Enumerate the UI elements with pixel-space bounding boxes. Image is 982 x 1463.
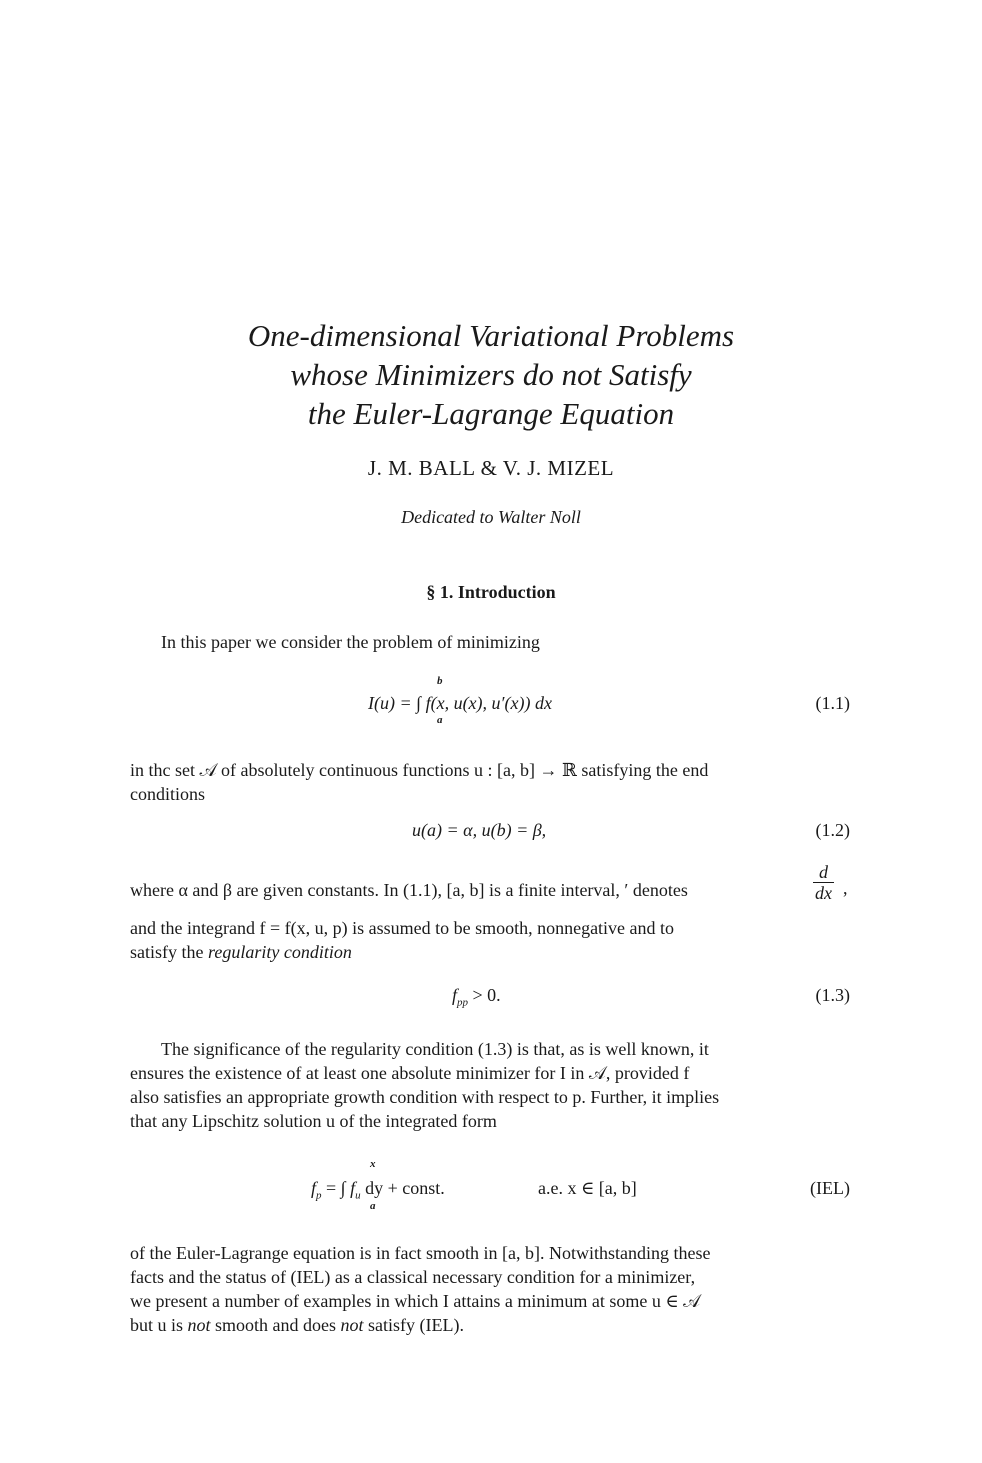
- para-last-line-3: we present a number of examples in which I attains a minimum at some u ∈ 𝒜: [130, 1291, 701, 1311]
- eq-1-2-number: (1.2): [815, 820, 850, 840]
- title-line-3: the Euler-Lagrange Equation: [307, 396, 675, 431]
- para-last-line-4-c: smooth and does: [210, 1315, 341, 1335]
- eq-iel-lhs-sub: p: [316, 1189, 322, 1202]
- eq-iel-body: [311, 1178, 445, 1202]
- para-where-line-1: [130, 878, 850, 902]
- paper-title: [0, 316, 982, 433]
- fraction-numerator: d: [813, 862, 834, 883]
- eq-1-1-integral: ∫: [416, 693, 422, 713]
- eq-1-2-body: u(a) = α, u(b) = β,: [412, 820, 547, 840]
- eq-iel-lhs: f: [311, 1178, 317, 1198]
- para-last-line-4-a: but u is: [130, 1315, 188, 1335]
- eq-iel-integrand-sub: u: [355, 1189, 361, 1202]
- para-significance-line-2: ensures the existence of at least one absolute minimizer for I in 𝒜, provided f: [130, 1063, 690, 1083]
- eq-iel-rest: dy + const.: [360, 1178, 445, 1198]
- section-heading: § 1. Introduction: [426, 582, 556, 602]
- eq-1-3-number: (1.3): [815, 985, 850, 1005]
- title-line-1: One-dimensional Variational Problems: [247, 318, 735, 353]
- emphasis-not-1: not: [187, 1315, 211, 1335]
- eq-1-3-body: [452, 985, 501, 1009]
- eq-1-1-lower-limit: a: [437, 714, 443, 726]
- para-significance-line-3: also satisfies an appropriate growth condition with respect to p. Further, it implies: [130, 1087, 720, 1107]
- para-set-line-2: conditions: [130, 784, 205, 804]
- eq-iel-integral: ∫: [340, 1178, 346, 1198]
- para-significance-line-1: The significance of the regularity condition (1.3) is that, as is well known, it: [161, 1039, 709, 1059]
- eq-1-1-body: [368, 693, 552, 714]
- eq-iel-ae: a.e. x ∈ [a, b]: [538, 1178, 637, 1198]
- eq-iel-upper-limit: x: [370, 1158, 376, 1170]
- para-last-line-4: [130, 1313, 850, 1337]
- title-line-2: whose Minimizers do not Satisfy: [290, 357, 692, 392]
- eq-1-1-lhs: I(u) =: [368, 693, 417, 713]
- eq-iel-integrand: f: [350, 1178, 356, 1198]
- derivative-fraction: [813, 862, 834, 903]
- eq-1-1-number: (1.1): [815, 693, 850, 713]
- eq-1-3-f: f: [452, 985, 458, 1005]
- eq-iel-lower-limit: a: [370, 1200, 376, 1212]
- para-where-line-2: and the integrand f = f(x, u, p) is assumed to be smooth, nonnegative and to: [130, 918, 675, 938]
- eq-1-1-upper-limit: b: [437, 675, 443, 687]
- fraction-denominator: dx: [815, 883, 832, 903]
- eq-1-1-rhs: f(x, u(x), u′(x)) dx: [425, 693, 552, 713]
- para-where-line-3-a: satisfy the: [130, 942, 208, 962]
- para-set-line-1: in thc set 𝒜 of absolutely continuous functions u : [a, b] → ℝ satisfying the end: [130, 760, 709, 780]
- eq-1-3-sub: pp: [457, 996, 469, 1009]
- dedication: Dedicated to Walter Noll: [401, 507, 581, 527]
- para-where-text: where α and β are given constants. In (1.1), [a, b] is a finite interval, ′ denotes: [130, 880, 688, 900]
- eq-iel-number: (IEL): [810, 1178, 850, 1198]
- fraction-comma: ,: [843, 878, 848, 898]
- intro-line: In this paper we consider the problem of minimizing: [161, 632, 540, 652]
- para-significance-line-4: that any Lipschitz solution u of the integrated form: [130, 1111, 497, 1131]
- eq-1-3-rest: > 0.: [468, 985, 501, 1005]
- para-last-line-4-e: satisfy (IEL).: [363, 1315, 465, 1335]
- authors: J. M. BALL & V. J. MIZEL: [367, 456, 615, 480]
- emphasis-not-2: not: [340, 1315, 364, 1335]
- para-where-line-3: [130, 940, 850, 964]
- para-last-line-2: facts and the status of (IEL) as a classical necessary condition for a minimizer,: [130, 1267, 696, 1287]
- eq-iel-equals: =: [321, 1178, 341, 1198]
- regularity-condition-term: regularity condition: [208, 942, 352, 962]
- para-last-line-1: of the Euler-Lagrange equation is in fact smooth in [a, b]. Notwithstanding these: [130, 1243, 711, 1263]
